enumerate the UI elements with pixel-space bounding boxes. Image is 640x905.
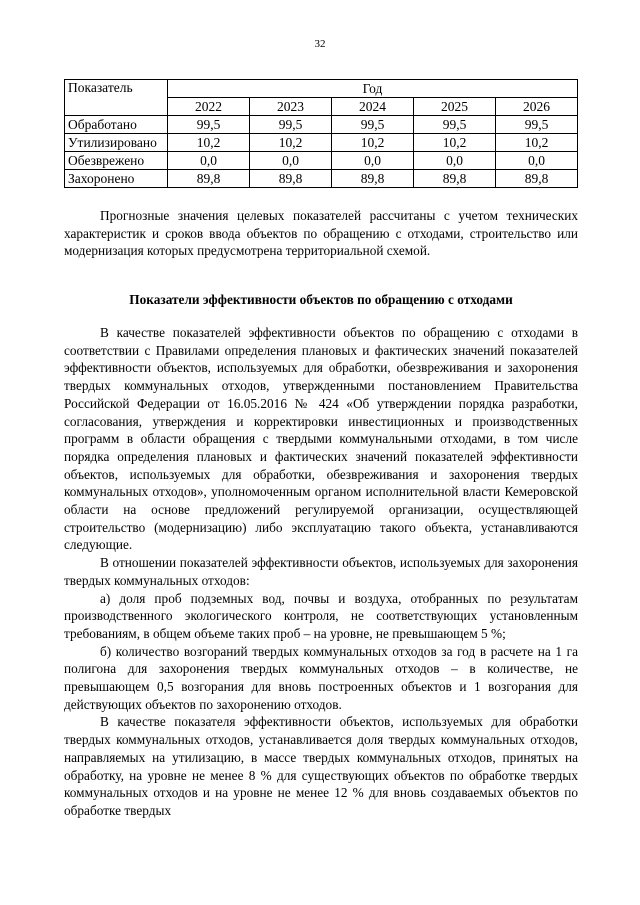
value-cell: 99,5: [496, 116, 578, 134]
value-cell: 89,8: [250, 170, 332, 188]
value-cell: 0,0: [250, 152, 332, 170]
value-cell: 10,2: [332, 134, 414, 152]
value-cell: 10,2: [414, 134, 496, 152]
value-cell: 89,8: [168, 170, 250, 188]
table-row: [65, 152, 578, 170]
year-cell: 2022: [168, 98, 250, 116]
paragraph: б) количество возгораний твердых коммунальных отходов за год в расчете на 1 га полигона для захоронения твердых коммунальных отходов – в количестве, не превышающем 0,5 возгорания для вновь построенных объектов и 1 возгорания для действующих объектов по захоронению отходов.: [64, 643, 578, 712]
page-number: 32: [314, 38, 326, 50]
value-cell: 0,0: [168, 152, 250, 170]
value-cell: 0,0: [414, 152, 496, 170]
table-header-indicator: Показатель: [65, 80, 168, 116]
value-cell: 89,8: [332, 170, 414, 188]
value-cell: 89,8: [496, 170, 578, 188]
paragraph: а) доля проб подземных вод, почвы и воздуха, отобранных по результатам производственного экологического контроля, не соответствующих установленным требованиям, в общем объеме таких проб – на уровне, не превышающем 5 %;: [64, 590, 578, 641]
table-header-row: [65, 80, 578, 98]
value-cell: 99,5: [414, 116, 496, 134]
year-cell: 2024: [332, 98, 414, 116]
table-row: [65, 134, 578, 152]
value-cell: 99,5: [168, 116, 250, 134]
year-cell: 2026: [496, 98, 578, 116]
value-cell: 10,2: [250, 134, 332, 152]
note-block: [64, 207, 578, 260]
value-cell: 89,8: [414, 170, 496, 188]
table-row: [65, 116, 578, 134]
value-cell: 10,2: [168, 134, 250, 152]
paragraph: В качестве показателей эффективности объектов по обращению с отходами в соответствии с Правилами определения плановых и фактических значений показателей эффективности объектов, используемых для обработки, обезвреживания и захоронения твердых коммунальных отходов, утвержденными постановлением Правительства Российской Федерации от 16.05.2016 № 424 «Об утверждении порядка разработки, согласования, утверждения и корректировки инвестиционных и производственных программ в области обращения с твердыми коммунальными отходами, в том числе порядка определения плановых и фактических значений показателей эффективности объектов, используемых для обработки, обезвреживания и захоронения твердых коммунальных отходов», уполномоченным органом исполнительной власти Кемеровской области на основе предложений регулируемой организации, осуществляющей строительство (модернизацию) либо эксплуатацию такого объекта, устанавливаются следующие.: [64, 325, 578, 553]
value-cell: 10,2: [496, 134, 578, 152]
paragraph: В отношении показателей эффективности объектов, используемых для захоронения твердых коммунальных отходов:: [64, 555, 578, 588]
row-label: Обезврежено: [65, 152, 168, 170]
year-cell: 2025: [414, 98, 496, 116]
value-cell: 99,5: [332, 116, 414, 134]
indicators-table: [64, 79, 578, 188]
value-cell: 0,0: [332, 152, 414, 170]
value-cell: 99,5: [250, 116, 332, 134]
table-row: [65, 170, 578, 188]
table-header-year: Год: [168, 80, 578, 98]
note-paragraph: Прогнозные значения целевых показателей рассчитаны с учетом технических характеристик и сроков ввода объектов по обращению с отходами, строительство или модернизация которых предусмотрена территориальной схемой.: [64, 208, 578, 259]
paragraph: В качестве показателя эффективности объектов, используемых для обработки твердых коммунальных отходов, устанавливается доля твердых коммунальных отходов, направляемых на утилизацию, в массе твердых коммунальных отходов, принятых на обработку, на уровне не менее 8 % для существующих объектов по обработке твердых коммунальных отходов и на уровне не менее 12 % для вновь создаваемых объектов по обработке твердых: [64, 714, 578, 818]
row-label: Обработано: [65, 116, 168, 134]
body-text: [64, 324, 578, 820]
row-label: Утилизировано: [65, 134, 168, 152]
year-cell: 2023: [250, 98, 332, 116]
section-title: Показатели эффективности объектов по обращению с отходами: [129, 292, 513, 307]
row-label: Захоронено: [65, 170, 168, 188]
value-cell: 0,0: [496, 152, 578, 170]
